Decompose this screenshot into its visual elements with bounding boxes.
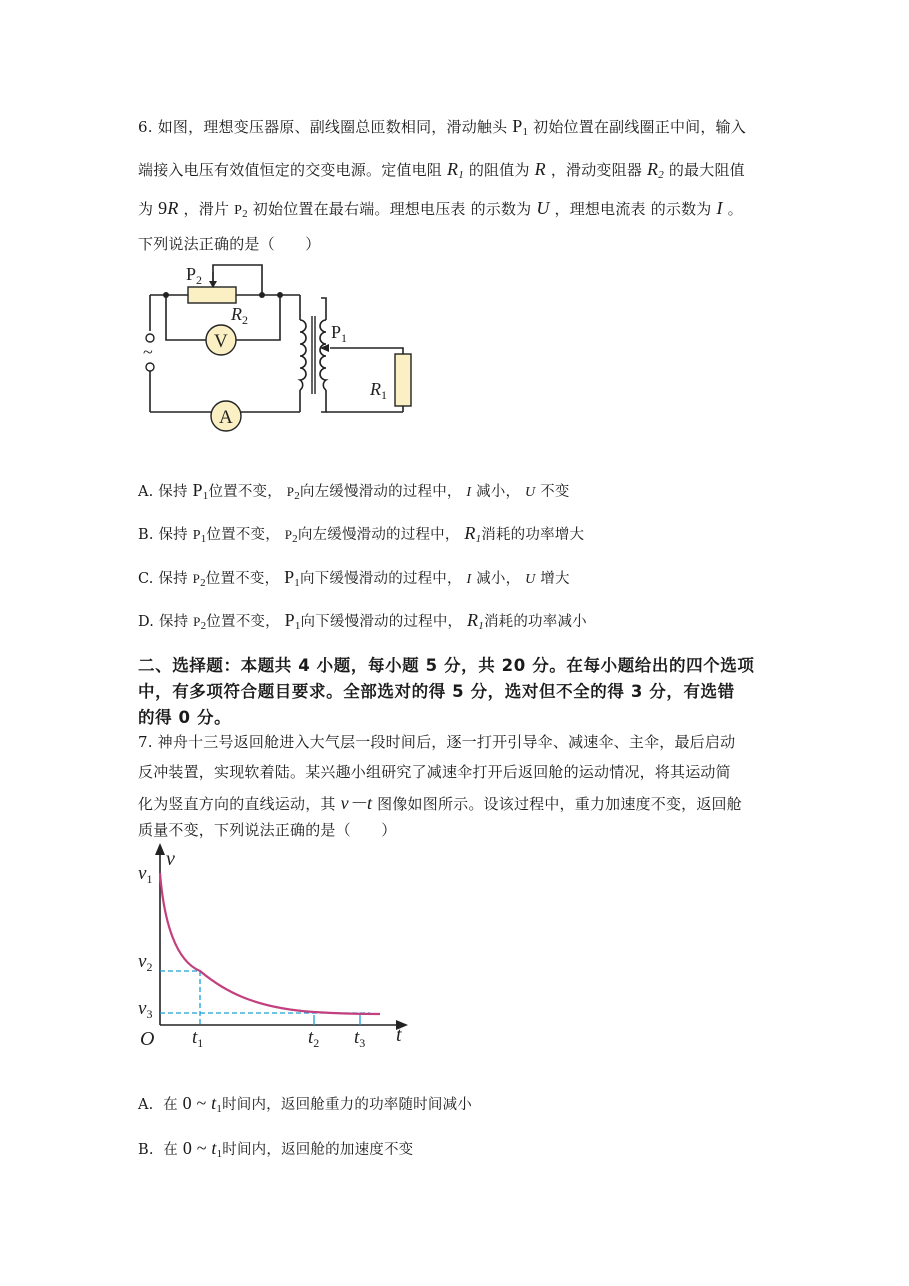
p1-label: $P_1$ xyxy=(331,322,348,345)
q6-text: 初始位置在最右端。理想电压表 xyxy=(252,200,466,218)
velocity-curve xyxy=(160,873,380,1014)
q7-line-2: 反冲装置，实现软着陆。某兴趣小组研究了减速伞打开后返回舱的运动情况，将其运动简 xyxy=(138,763,731,781)
option-text: 减小， xyxy=(476,571,521,587)
ammeter-label: A xyxy=(219,407,233,428)
t-axis-label: t xyxy=(396,1024,402,1046)
option-text: 消耗的功率增大 xyxy=(481,527,585,543)
p1-symbol: $P_1$ xyxy=(192,480,209,502)
option-key: D. xyxy=(138,614,155,630)
q6-text: 下列说法正确的是（ ） xyxy=(138,235,321,253)
p2-label: $P_2$ xyxy=(186,264,203,287)
option-key: A. xyxy=(138,1097,154,1113)
q7-option-a[interactable] xyxy=(138,1093,472,1115)
option-text: 减小， xyxy=(476,484,521,500)
q6-text: ，滑动变阻器 xyxy=(550,161,643,179)
r-symbol: R xyxy=(167,198,179,218)
p1-symbol: $P_1$ xyxy=(284,567,300,589)
q6-option-d[interactable] xyxy=(138,610,587,632)
p2-symbol: $P_2$ xyxy=(286,484,300,502)
p1-symbol: $P_1$ xyxy=(512,116,529,138)
option-key: B. xyxy=(138,527,154,543)
option-text: 消耗的功率减小 xyxy=(483,614,587,630)
r-symbol: R xyxy=(534,159,546,179)
option-key: B. xyxy=(138,1142,154,1158)
t3-label: $t_3$ xyxy=(354,1027,366,1050)
q6-line-3 xyxy=(138,198,743,220)
option-text: 保持 xyxy=(158,484,188,500)
option-text: 位置不变， xyxy=(205,571,280,587)
q6-text: 的示数为 xyxy=(470,200,532,218)
t1-label: $t_1$ xyxy=(192,1027,204,1050)
option-text: 向下缓慢滑动的过程中， xyxy=(300,571,462,587)
q6-number: 6. xyxy=(138,118,153,136)
q6-text: ，滑片 xyxy=(183,200,230,218)
option-text: 增大 xyxy=(540,571,570,587)
r1-label: $R_1$ xyxy=(370,379,387,402)
u-symbol: U xyxy=(525,485,536,500)
option-text: 向左缓慢滑动的过程中， xyxy=(297,527,460,543)
q6-option-a[interactable] xyxy=(138,480,570,502)
q7-line-4: 质量不变，下列说法正确的是（ ） xyxy=(138,821,397,839)
option-text: 位置不变， xyxy=(208,484,282,500)
circuit-diagram xyxy=(138,258,428,438)
origin-label: O xyxy=(140,1028,155,1050)
option-text: 保持 xyxy=(158,527,188,543)
q6-line-2 xyxy=(138,159,745,181)
q6-text: 的最大阻值 xyxy=(668,161,745,179)
p1-symbol: $P_1$ xyxy=(284,610,301,632)
vt-graph xyxy=(134,843,424,1053)
r2-symbol: $R_2$ xyxy=(646,159,664,181)
voltmeter-label: V xyxy=(214,331,228,352)
option-text: 在 xyxy=(163,1142,178,1158)
q6-line-4 xyxy=(138,233,320,254)
q6-text: 的示数为 xyxy=(650,200,712,218)
r1-symbol: $R_1$ xyxy=(446,159,464,181)
q6-option-b[interactable] xyxy=(138,523,584,545)
r1-symbol: $R_1$ xyxy=(464,523,482,545)
section-2-heading-line-3: 的得 0 分。 xyxy=(138,708,232,727)
q6-text: 的阻值为 xyxy=(468,161,530,179)
q7-text: 化为竖直方向的直线运动，其 xyxy=(138,795,336,813)
option-text: 保持 xyxy=(158,571,188,587)
i-symbol: I xyxy=(716,198,723,218)
i-symbol: I xyxy=(466,485,472,500)
time-range: 0 ~ $t_1$ xyxy=(182,1093,223,1115)
section-2-heading-line-1: 二、选择题：本题共 4 小题，每小题 5 分，共 20 分。在每小题给出的四个选项 xyxy=(138,656,755,675)
option-text: 时间内，返回舱的加速度不变 xyxy=(222,1142,414,1158)
option-text: 向下缓慢滑动的过程中， xyxy=(300,614,463,630)
q7-option-b[interactable] xyxy=(138,1138,413,1160)
q7-line-1: 7. 神舟十三号返回舱进入大气层一段时间后，逐一打开引导伞、减速伞、主伞，最后启动 xyxy=(138,733,736,751)
u-symbol: U xyxy=(536,198,550,218)
p2-symbol: $P_2$ xyxy=(284,527,298,545)
p2-symbol: $P_2$ xyxy=(234,203,248,220)
option-text: 时间内，返回舱重力的功率随时间减小 xyxy=(222,1097,472,1113)
q6-text: ，理想电流表 xyxy=(554,200,646,218)
q6-text: 。 xyxy=(727,200,743,218)
option-text: 位置不变， xyxy=(206,527,280,543)
q6-text: 端接入电压有效值恒定的交变电源。定值电阻 xyxy=(138,161,443,179)
q6-line-1 xyxy=(138,116,746,138)
q6-text: 为 xyxy=(138,200,154,218)
t2-label: $t_2$ xyxy=(308,1027,320,1050)
v1-label: $v_1$ xyxy=(138,863,153,886)
p1-symbol: $P_1$ xyxy=(192,528,207,545)
q7-text: 图像如图所示。设该过程中，重力加速度不变，返回舱 xyxy=(377,795,742,813)
q7-line-3 xyxy=(138,789,742,815)
v3-label: $v_3$ xyxy=(138,998,153,1021)
option-text: 向左缓慢滑动的过程中， xyxy=(299,484,462,500)
u-symbol: U xyxy=(525,572,536,587)
p2-symbol: $P_2$ xyxy=(193,614,207,632)
option-key: C. xyxy=(138,571,154,587)
r1-symbol: $R_1$ xyxy=(467,610,484,632)
time-range: 0 ~ $t_1$ xyxy=(182,1138,223,1160)
option-text: 保持 xyxy=(158,614,189,630)
section-2-heading-line-2: 中，有多项符合题目要求。全部选对的得 5 分，选对但不全的得 3 分，有选错 xyxy=(138,682,735,701)
option-key: A. xyxy=(138,484,154,500)
option-text: 位置不变， xyxy=(206,614,280,630)
v-axis-label: v xyxy=(166,848,175,870)
option-text: 在 xyxy=(163,1097,178,1113)
q6-option-c[interactable] xyxy=(138,567,570,589)
ac-source-label: ~ xyxy=(143,342,153,362)
q6-text: 如图，理想变压器原、副线圈总匝数相同，滑动触头 xyxy=(157,118,508,136)
option-text: 不变 xyxy=(540,484,570,500)
v2-label: $v_2$ xyxy=(138,951,153,974)
vt-symbol: v－t xyxy=(340,793,373,813)
r2-label: $R_2$ xyxy=(231,304,248,327)
i-symbol: I xyxy=(466,572,472,587)
nine-value: 9 xyxy=(158,198,168,218)
q6-text: 初始位置在副线圈正中间，输入 xyxy=(533,118,746,136)
p2-symbol: $P_2$ xyxy=(192,571,206,589)
